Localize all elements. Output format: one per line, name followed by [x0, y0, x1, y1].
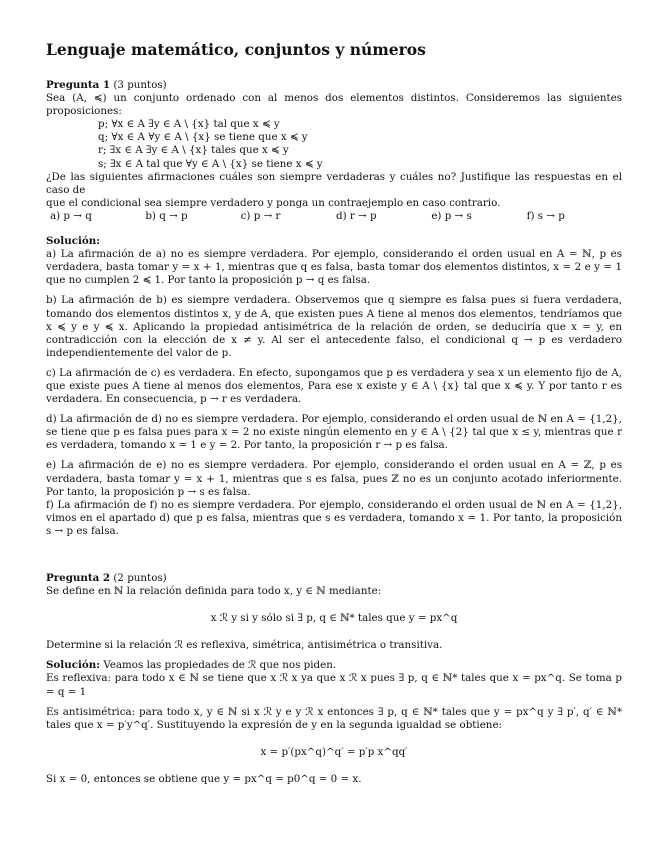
solution-f: f) La afirmación de f) no es siempre verdadera. Por ejemplo, considerando el orden usual de ℕ en A = {1,2}, vimos en el apartado d) que p es falsa, mientras que s es verdadera, tomando x = 1. Por tanto, la proposición s → p es falsa. — [46, 498, 622, 537]
proposition-p: p; ∀x ∈ A ∃y ∈ A \ {x} tal que x ≼ y — [98, 118, 280, 131]
question-1-solution-label: Solución: — [46, 235, 101, 248]
option-list — [50, 210, 622, 223]
solution-d: d) La afirmación de d) no es siempre verdadera. Por ejemplo, considerando el orden usual de ℕ en A = {1,2}, se tiene que p es falsa pues para x = 2 no existe ningún elemento en y ∈ A \ {2} tal que x ≤ y, mientras que r es verdadera, tomando x = 1 e y = 2. Por tanto, la proposición r → p es falsa. — [46, 413, 622, 452]
question-1-header — [46, 79, 622, 92]
solution-a: a) La afirmación de a) no es siempre verdadera. Por ejemplo, considerando el orden usual en A = ℕ, p es verdadera, basta tomar y = x + 1, mientras que q es falsa, basta tomar dos elementos distintos, x = 2 e y = 1 que no cumplen 2 ≼ 1. Por tanto la proposición p → q es falsa. — [46, 248, 622, 287]
solution-b: b) La afirmación de b) es siempre verdadera. Observemos que q siempre es falsa pues si fuera verdadera, tomando dos elementos distintos x, y de A, que existen pues A tiene al menos dos elementos, tendríamos que x ≼ y e y ≼ x. Aplicando la propiedad antisimétrica de la relación de orden, se deduciría que x = y, en contradicción con la elección de x ≠ y. Al ser el antecedente falso, el condicional q → p es verdadero independientemente del valor de p. — [46, 294, 622, 359]
option-f: f) s → p — [526, 209, 565, 222]
solution-e: e) La afirmación de e) no es siempre verdadera. Por ejemplo, considerando el orden usual en A = ℤ, p es verdadera, basta tomar y = x + 1, mientras que s es falsa, pues ℤ no es un conjunto acotado inferiormente. Por tanto, la proposición p → s es falsa. — [46, 459, 622, 498]
page-title: Lenguaje matemático, conjuntos y números — [46, 40, 426, 59]
final-line: Si x = 0, entonces se obtiene que y = px^q = p0^q = 0 = x. — [46, 772, 362, 785]
question-1-label: Pregunta 1 — [46, 79, 111, 91]
option-a: a) p → q — [50, 209, 92, 222]
reflexive-paragraph: Es reflexiva: para todo x ∈ ℕ se tiene que x ℛ x ya que x ℛ x pues ∃ p, q ∈ ℕ* tales que x = px^q. Se toma p = q = 1 — [46, 672, 622, 698]
option-e: e) p → s — [431, 209, 472, 222]
proposition-r: r; ∃x ∈ A ∃y ∈ A \ {x} tales que x ≼ y — [98, 144, 289, 157]
question-1-intro: Sea (A, ≼) un conjunto ordenado con al menos dos elementos distintos. Consideremos las siguientes proposiciones: — [46, 92, 622, 118]
question-2-header — [46, 572, 622, 585]
question-1-text-line-2: que el condicional sea siempre verdadero y ponga un contraejemplo en caso contrario. — [46, 196, 501, 209]
option-b: b) q → p — [145, 209, 188, 222]
substitution-equation: x = p′(px^q)^q′ = p′p x^qq′ — [260, 745, 408, 758]
question-2-solution-line — [46, 659, 622, 672]
question-1-points: (3 puntos) — [113, 79, 167, 91]
question-1-text-line-1: ¿De las siguientes afirmaciones cuáles son siempre verdaderas y cuáles no? Justifique las respuestas en el caso de — [46, 170, 622, 196]
question-2-solution-intro: Veamos las propiedades de ℛ que nos piden. — [100, 659, 337, 672]
proposition-list — [98, 118, 622, 170]
question-2-points: (2 puntos) — [113, 572, 167, 584]
proposition-q: q; ∀x ∈ A ∀y ∈ A \ {x} se tiene que x ≼ y — [98, 131, 308, 144]
option-d: d) r → p — [335, 209, 377, 222]
question-2-intro: Se define en ℕ la relación definida para todo x, y ∈ ℕ mediante: — [46, 585, 382, 598]
antisymmetric-paragraph: Es antisimétrica: para todo x, y ∈ ℕ si x ℛ y e y ℛ x entonces ∃ p, q ∈ ℕ* tales que y = px^q y ∃ p′, q′ ∈ ℕ* tales que x = p′y^q′. Sustituyendo la expresión de y en la segunda igualdad se obtiene: — [46, 705, 622, 731]
question-2-task: Determine si la relación ℛ es reflexiva, simétrica, antisimétrica o transitiva. — [46, 639, 443, 652]
proposition-s: s; ∃x ∈ A tal que ∀y ∈ A \ {x} se tiene x ≼ y — [98, 157, 323, 170]
relation-definition: x ℛ y si y sólo si ∃ p, q ∈ ℕ* tales que y = px^q — [210, 612, 458, 625]
question-2-solution-label: Solución: — [46, 659, 101, 672]
solution-c: c) La afirmación de c) es verdadera. En efecto, supongamos que p es verdadera y sea x un elemento fijo de A, que existe pues A tiene al menos dos elementos, Para ese x existe y ∈ A \ {x} tal que x ≼ y. Y por tanto r es verdadera. En consecuencia, p → r es verdadera. — [46, 366, 622, 406]
option-c: c) p → r — [240, 209, 281, 222]
question-2-label: Pregunta 2 — [46, 572, 111, 584]
document-content — [46, 40, 622, 786]
